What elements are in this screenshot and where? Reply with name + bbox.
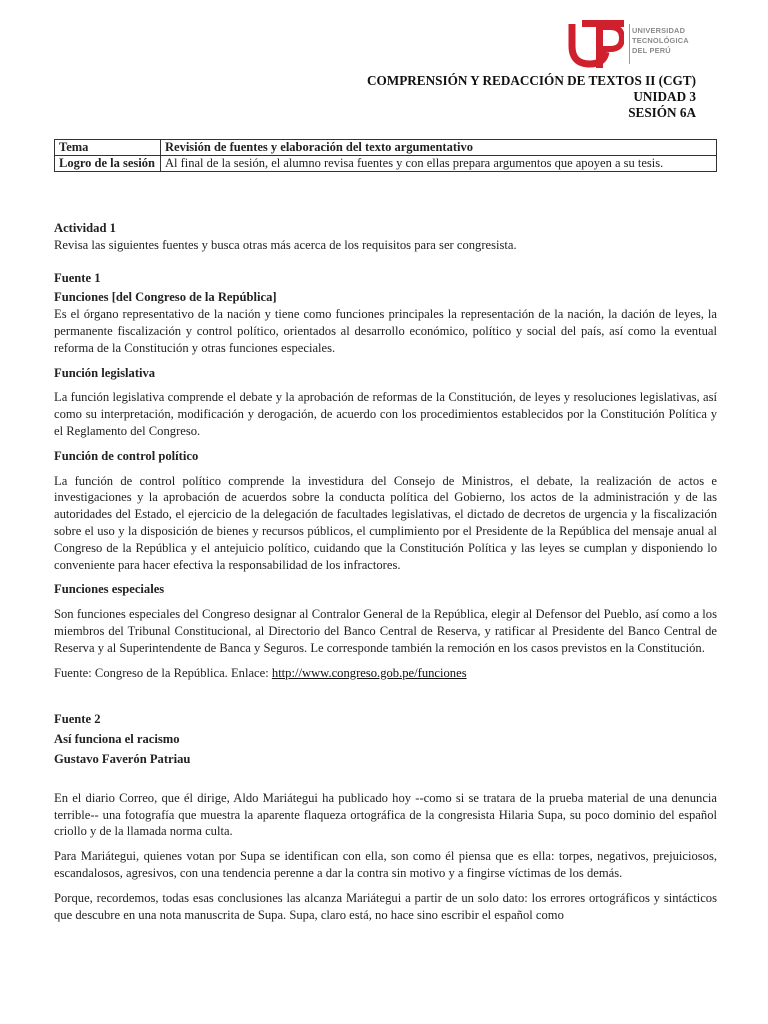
logo-line-1: UNIVERSIDAD: [632, 26, 686, 35]
table-row: [55, 140, 717, 156]
funcion-control-text: La función de control político comprende la investidura del Consejo de Ministros, el debate, la realización de actos e investigaciones y la aprobación de acuerdos sobre la conducta política del Gobierno, los actos de la administración y de las autoridades del Estado, el ejercicio de la delegación de facultades legislativas, el dictado de decretos de urgencia y la fiscalización sobre el uso y la disposición de bienes y recursos públicos, el cumplimiento por el Presidente de la República del mensaje anual al Congreso de la República y el antejuicio político, cuidando que la Constitución Política y las leyes se cumplan y disponiendo lo conveniente para hacer efectiva la responsabilidad de los infractores.: [54, 473, 717, 572]
course-title: COMPRENSIÓN Y REDACCIÓN DE TEXTOS II (CGT): [367, 73, 696, 88]
logo-line-3: DEL PERÚ: [632, 46, 671, 55]
fuente-2-title: Así funciona el racismo: [54, 732, 180, 747]
logo-wordmark: [632, 26, 712, 56]
document-body: [54, 220, 717, 923]
unit-label: UNIDAD 3: [633, 89, 696, 104]
fuente-2-paragraph: Porque, recordemos, todas esas conclusiones las alcanza Mariátegui a partir de un solo dato: los errores ortográficos y sintácticos que descubre en una nota manuscrita de Supa. Supa, claro está, no hace sino escribir el español como: [54, 890, 717, 922]
utp-logo-mark-icon: [568, 18, 624, 70]
funcion-control-heading: Función de control político: [54, 448, 199, 463]
table-row: [55, 156, 717, 172]
session-info-table: [54, 139, 717, 172]
fuente-1-source: [54, 665, 717, 682]
fuente-1-title: Funciones [del Congreso de la República]: [54, 290, 277, 305]
activity-title: Actividad 1: [54, 221, 116, 235]
fuente-2-label: Fuente 2: [54, 712, 101, 727]
fuente-1-label: Fuente 1: [54, 270, 101, 285]
tema-label: Tema: [55, 140, 161, 156]
fuente-2-paragraph: Para Mariátegui, quienes votan por Supa se identifican con ella, son como él piensa que es ella: torpes, negativos, prejuiciosos, escandalosos, agresivos, con una tendencia perenne a dar la contra sin motivo y a fingirse víctimas de los demás.: [54, 849, 717, 880]
funciones-especiales-text: Son funciones especiales del Congreso designar al Contralor General de la República, elegir al Defensor del Pueblo, así como a los miembros del Tribunal Constitucional, al Directorio del Banco Central de Reserva, y ratificar al Presidente del Banco Central de Reserva y al Superintendente de Banca y Seguros. Le corresponde también la remoción en los casos previstos en la Constitución.: [54, 607, 717, 655]
document-header: [367, 73, 696, 121]
funciones-especiales-heading: Funciones especiales: [54, 582, 165, 597]
utp-logo: [568, 18, 708, 70]
session-label: SESIÓN 6A: [628, 105, 696, 120]
tema-value: Revisión de fuentes y elaboración del texto argumentativo: [161, 140, 717, 156]
logo-line-2: TECNOLÓGICA: [632, 36, 689, 45]
fuente-2-paragraph: En el diario Correo, que él dirige, Aldo Mariátegui ha publicado hoy --como si se tratara de la prueba material de una denuncia terrible-- una fotografía que muestra la aparente flaqueza ortográfica de la congresista Hilaria Supa, su poco dominio del español criollo y de la llamada norma culta.: [54, 790, 717, 839]
funcion-legislativa-text: La función legislativa comprende el debate y la aprobación de reformas de la Constitución, de leyes y resoluciones legislativas, así como su interpretación, modificación y derogación, de acuerdo con los procedimientos establecidos por la Constitución Política y el Reglamento del Congreso.: [54, 390, 717, 438]
congreso-funciones-link[interactable]: http://www.congreso.gob.pe/funciones: [271, 665, 467, 680]
logro-value: Al final de la sesión, el alumno revisa fuentes y con ellas prepara argumentos que apoyen a su tesis.: [161, 156, 717, 172]
funcion-legislativa-heading: Función legislativa: [54, 365, 156, 380]
fuente-1-intro: Es el órgano representativo de la nación y tiene como funciones principales la representación de la nación, la dación de leyes, la permanente fiscalización y control político, orientados al desarrollo económico, político y social del país, así como la eventual reforma de la Constitución y otras funciones especiales.: [54, 307, 717, 355]
fuente-2-author: Gustavo Faverón Patriau: [54, 751, 191, 766]
source-prefix: Fuente: Congreso de la República. Enlace:: [54, 665, 272, 680]
activity-instruction: Revisa las siguientes fuentes y busca otras más acerca de los requisitos para ser congresista.: [54, 237, 517, 252]
logro-label: Logro de la sesión: [55, 156, 161, 172]
logo-divider: [629, 24, 630, 64]
